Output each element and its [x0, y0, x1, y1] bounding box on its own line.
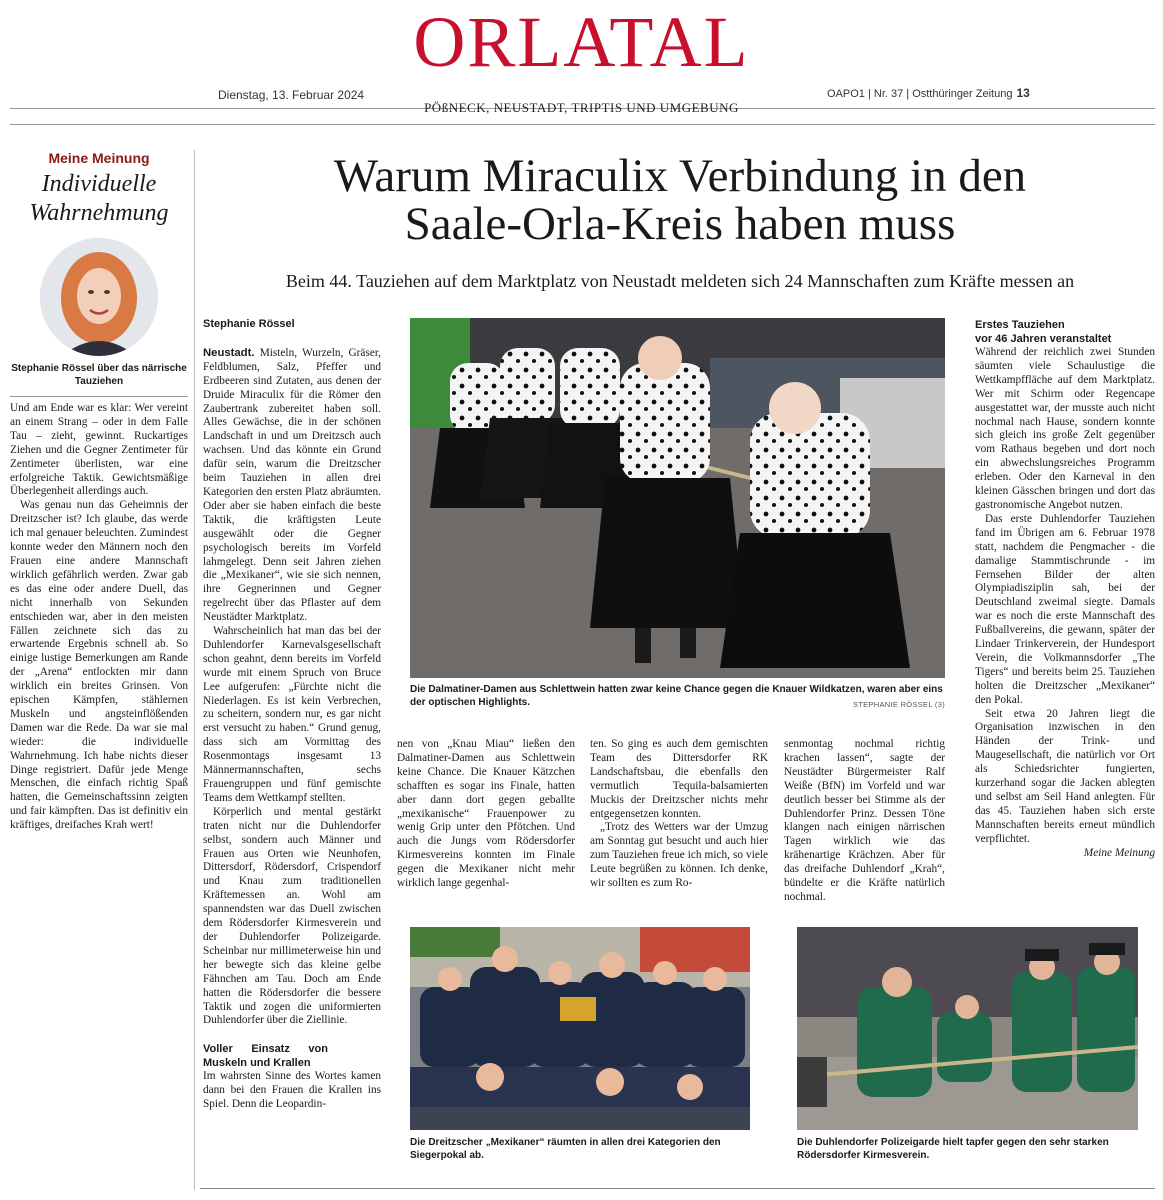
- main-photo-dalmatians: [410, 318, 945, 678]
- opinion-paragraph: Und am Ende war es klar: Wer vereint an einem Strang – oder in dem Falle Tau – zieht, gewinnt. Ruckartiges Ziehen und die Gegner Zentimeter für Zentimeter überlisten, war eine erfolgreiche Taktik. Gewichtsmäßige Überlegenheit allerdings auch.: [10, 402, 188, 498]
- masthead-title: ORLATAL: [413, 2, 750, 82]
- article-column-4: [784, 738, 945, 905]
- article-paragraph: [203, 347, 381, 625]
- article-paragraph: nen von „Knau Miau“ ließen den Dalmatiner-Damen aus Schlettwein keine Chance. Die Knauer Kätzchen schafften es sogar ins Finale, hatten aber dann dort gegen geballte „mexikanische“ Frauenpower zu wenig Grip unter den Pfötchen. Und auch die Jungs vom Rödersdorfer Kirmesvereins konnten im Finale gegen die Mexikaner nicht mehr wirklich lange gegenhal-: [397, 738, 575, 890]
- column-divider: [194, 150, 195, 1190]
- article-column-3: [590, 738, 768, 891]
- left-photo-caption: Die Dreitzscher „Mexikaner“ räumten in allen drei Kategorien den Siegerpokal ab.: [410, 1137, 721, 1161]
- opinion-title: Individuelle Wahrnehmung: [29, 171, 169, 226]
- article-paragraph: senmontag nochmal richtig krachen lassen“, sagte der Neustädter Bürgermeister Ralf Weiße (BfN) im Vorfeld und war deutlich besser bei Stimme als der Duhlendorfer Prinz. Dessen Töne klangen nach einigen närrischen Tagen wirklich wie das krähenartige Krächzen. Aber für das dreifache Duhlendorf „Krah“, bündelte er die Kräfte natürlich nochmal.: [784, 738, 945, 903]
- opinion-kicker: Meine Meinung: [48, 150, 150, 166]
- opinion-text: [10, 402, 188, 833]
- masthead-subtitle: PÖßNECK, NEUSTADT, TRIPTIS UND UMGEBUNG: [424, 100, 739, 115]
- portrait-caption: Stephanie Rössel über das närrische Tauziehen: [11, 363, 187, 387]
- right-photo-caption: Die Duhlendorfer Polizeigarde hielt tapfer gegen den sehr starken Rödersdorfer Kirmesverein.: [797, 1137, 1109, 1161]
- dateline: Neustadt.: [203, 346, 255, 359]
- article-paragraph: „Trotz des Wetters war der Umzug am Sonntag gut besucht und auch hier zum Tauziehen freue ich mich, so viele Leute begrüßen zu können. Ich denke, wir sollten es zum Ro-: [590, 821, 768, 890]
- article-paragraph: Seit etwa 20 Jahren liegt die Organisation inzwischen in den Händen der Trink- und Maugesellschaft, die natürlich vor Ort als Schiedsrichter fungierten, kurzerhand sogar die Jacken ablegten und selbst am Seil Hand anlegten. Für das 45. Tauziehen haben sich erste Mannschaften bereits erneut mündlich verpflichtet.: [975, 707, 1155, 845]
- headline-line: Warum Miraculix Verbindung in den: [333, 150, 1027, 202]
- section-subhead: Erstes Tauziehen: [975, 319, 1065, 331]
- article-paragraph: Wahrscheinlich hat man das bei der Duhlendorfer Karnevalsgesellschaft schon geahnt, denn bereits im Vorfeld wurde mit einem Spruch von Bruce Lee aufgerufen: „Fürchte nicht die Niederlagen. Es ist kein Verbrechen, zu scheitern, sondern nur, es gar nicht erst versucht zu haben.“ Grund genug, dass sich am Vormittag des Rosenmontags insgesamt 13 Männermannschaften, sechs Frauengruppen und fünf gemischte Teams dem Wettkampf stellten.: [203, 625, 381, 804]
- article-subheadline: Beim 44. Tauziehen auf dem Marktplatz von Neustadt meldeten sich 24 Mannschaften zum Kräfte messen an: [285, 271, 1075, 291]
- footer-rule: [200, 1188, 1155, 1189]
- section-subhead: Voller Einsatz von Muskeln und Krallen: [203, 1043, 328, 1070]
- edition-label: OAPO1 | Nr. 37 | Ostthüringer Zeitung: [827, 88, 1013, 100]
- article-paragraph: Im wahrsten Sinne des Wortes kamen dann bei den Frauen die Krallen ins Spiel. Denn die Leopardin-: [203, 1070, 381, 1111]
- page-number: 13: [1016, 86, 1030, 100]
- article-paragraph: Das erste Duhlendorfer Tauziehen fand im Übrigen am 6. Februar 1978 statt, nachdem die Pengmacher - die damalige Stammtischrunde - im Fernsehen Bilder der alten Olympiadisziplin sah, bei der Deutschland zweimal siegte. Damals war es noch die erste Mannschaft des Fußballvereins, die gewann, später der Lindaer Trinkerverein, der Hundesport Verein, die Volkmannsdorfer „The Tigers“ und bereits beim 25. Tauziehen holten die Dreitzscher „Mexikaner“ den Pokal.: [975, 512, 1155, 706]
- byline: Stephanie Rössel: [203, 318, 295, 330]
- author-portrait: [40, 238, 158, 356]
- opinion-divider: [10, 396, 188, 397]
- main-photo-caption: Die Dalmatiner-Damen aus Schlettwein hatten zwar keine Chance gegen die Knauer Wildkatzen, waren aber eins der optischen Highlights.: [410, 684, 943, 708]
- paragraph-text: Misteln, Wurzeln, Gräser, Feldblumen, Salz, Pfeffer und Erdbeeren sind Zutaten, aus denen der Druide Miraculix für die Römer den Zaubertrank zubereitet haben soll. Alles Gewächse, die in der schönen Landschaft in und um Dreitzsch auch wachsen. Und das könnte ein Grund dafür sein, warum die Dreitzscher beim Tauziehen in allen drei Kategorien den ersten Platz abräumten. Oder aber sie haben einfach die beste Taktik, die kräftigsten Leute ausgewählt oder die Gegner psychologisch bereits im Vorfeld lahmgelegt. Denn seit Jahren ziehen die „Mexikaner“, wie sie sich nennen, ihre Gegnerinnen und Gegner regelrecht über das Pflaster auf dem Neustädter Marktplatz.: [203, 346, 381, 624]
- edition-info: [827, 86, 1030, 100]
- section-subhead: vor 46 Jahren veranstaltet: [975, 333, 1112, 345]
- photo-mexikaner-team: [410, 927, 750, 1130]
- opinion-paragraph: Was genau nun das Geheimnis der Dreitzscher ist? Ich glaube, das werde ich mal genauer beleuchten. Zumindest konnte weder den Männern noch den Frauen eine andere Mannschaft wirklich gefährlich werden. Zwar gab es das eine oder andere Duell, das nicht innerhalb von Sekunden entschieden war, aber in den meisten Fällen zeichnete sich das zu erwartende Ergebnis schnell ab. So einige lustige Bemerkungen am Rande der „Arena“ entlockten mir dann wirklich ein breites Grinsen. Von epischen Kämpfen, stählernen Muskeln und angsteinflößenden Damen war die Rede. Da war sie mal wieder: die individuelle Wahrnehmung. Ich habe nichts dieser Dinge registriert. Dafür jede Menge Menschen, die einfach richtig Spaß hatten, die Gemeinschaftssinn zeigten und fair kämpften. Das ist definitiv ein kräftiges, dreifaches Krah wert!: [10, 499, 188, 832]
- opinion-column: [10, 150, 188, 833]
- article-headline: [200, 152, 1160, 248]
- article-column-5: [975, 318, 1155, 861]
- photo-polizeigarde: [797, 927, 1138, 1130]
- headline-line: Saale-Orla-Kreis haben muss: [404, 198, 956, 250]
- article-column-1: [203, 318, 381, 1112]
- masthead-rule-bottom: [10, 124, 1155, 125]
- signature-reference: Meine Meinung: [1083, 846, 1155, 859]
- photo-credit: STEPHANIE RÖSSEL (3): [853, 700, 945, 709]
- article-paragraph: ten. So ging es auch dem gemischten Team des Dittersdorfer RK Landschaftsbau, die ebenfalls den vermutlich Tequila-balsamierten Muckis der Dreitzscher nichts mehr entgegensetzen konnten.: [590, 738, 768, 820]
- article-paragraph: Während der reichlich zwei Stunden säumten viele Schaulustige die Wettkampffläche auf dem Marktplatz. Wer mit Schirm oder Regencape ausgestattet war, der musste auch nicht nochmal nach Hause, sondern konnte sich gleich ins große Zelt gegenüber vom Rathaus begeben und dort noch ein abwechslungsreiches Programm erleben. Oder den Karneval in den kleinen Gässchen bringen und dort das gastronomische Angebot nutzen.: [975, 346, 1155, 511]
- article-column-2: [397, 738, 575, 891]
- article-paragraph: Körperlich und mental gestärkt traten nicht nur die Duhlendorfer selbst, sondern auch Männer und Frauen aus Orten wie Neunhofen, Dittersdorf, Rödersdorf, Crispendorf und Knau zum traditionellen Kräftemessen an. Wohl am spannendsten war das Duell zwischen dem Rödersdorfer Kirmesverein und der Duhlendorfer Polizeigarde. Scheinbar nur millimeterweise hin und her bewegte sich das kleine gelbe Fähnchen am Tau. Doch am Ende hatten die Rödersdorfer die bessere Taktik und zogen die uniformierten Duhlendorfer über die Ziellinie.: [203, 805, 381, 1027]
- issue-date: Dienstag, 13. Februar 2024: [218, 88, 365, 102]
- masthead: [0, 0, 1163, 125]
